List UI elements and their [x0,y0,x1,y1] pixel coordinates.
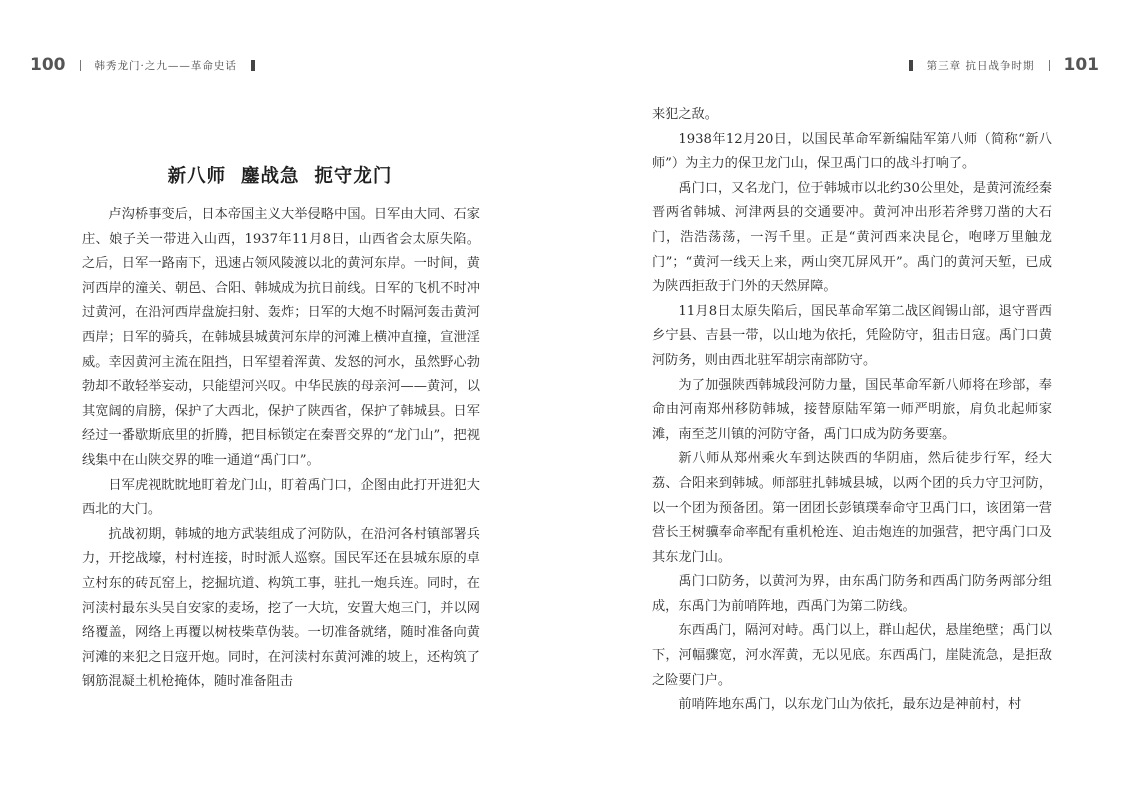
left-running-head-title: 韩秀龙门·之九——革命史话 [94,59,237,72]
running-head-divider [1049,60,1050,71]
paragraph: 抗战初期，韩城的地方武装组成了河防队，在沿河各村镇部署兵力，开挖战壕，村村连接，时时派人巡察。国民军还在县城东原的卓立村东的砖瓦窑上，挖掘坑道、构筑工事，驻扎一炮兵连。同时，在河渎村最东头吴自安家的麦场，挖了一大坑，安置大炮三门，并以网络覆盖，网络上再覆以树枝柴草伪装。一切准备就绪，随时准备向黄河滩的来犯之日寇开炮。同时，在河渎村东黄河滩的坡上，还构筑了钢筋混凝土机枪掩体，随时准备阻击 [82,526,480,690]
right-page [566,0,1133,799]
paragraph-continuation: 来犯之敌。 [652,107,718,122]
running-head-block-icon [251,60,255,71]
paragraph: 日军虎视眈眈地盯着龙门山，盯着禹门口，企图由此打开进犯大西北的大门。 [82,477,480,518]
paragraph: 为了加强陕西韩城段河防力量，国民革命军新八师将在珍部，奉命由河南郑州移防韩城，接替原陆军第一师严明旅，肩负北起师家滩，南至芝川镇的河防守备，禹门口成为防务要塞。 [652,377,1052,442]
left-running-head [30,54,269,76]
right-running-head-title: 第三章 抗日战争时期 [926,59,1035,72]
paragraph: 卢沟桥事变后，日本帝国主义大举侵略中国。日军由大同、石家庄、娘子关一带进入山西，1937年11月8日，山西省会太原失陷。之后，日军一路南下，迅速占领风陵渡以北的黄河东岸。一时间，黄河西岸的潼关、朝邑、合阳、韩城成为抗日前线。日军的飞机不时冲过黄河，在沿河西岸盘旋扫射、轰炸；日军的大炮不时隔河轰击黄河西岸；日军的骑兵，在韩城县城黄河东岸的河滩上横冲直撞，宣泄淫威。幸因黄河主流在阻挡，日军望着浑黄、发怒的河水，虽然野心勃勃却不敢轻举妄动，只能望河兴叹。中华民族的母亲河——黄河，以其宽阔的肩膀，保护了大西北，保护了陕西省，保护了韩城县。日军经过一番歇斯底里的折腾，把目标锁定在秦晋交界的“龙门山”，把视线集中在山陕交界的唯一通道“禹门口”。 [82,207,480,468]
paragraph: 禹门口防务，以黄河为界，由东禹门防务和西禹门防务两部分组成，东禹门为前哨阵地，西禹门为第二防线。 [652,574,1052,614]
running-head-block-icon [909,60,913,71]
running-head-divider [80,60,81,71]
paragraph: 11月8日太原失陷后，国民革命军第二战区阎锡山部，退守晋西乡宁县、吉县一带，以山地为依托，凭险防守，狙击日寇。禹门口黄河防务，则由西北驻军胡宗南部防守。 [652,303,1052,368]
paragraph: 东西禹门，隔河对峙。禹门以上，群山起伏，悬崖绝壁；禹门以下，河幅骤宽，河水浑黄，无以见底。东西禹门，崖陡流急，是拒敌之险要门户。 [652,623,1052,688]
paragraph: 新八师从郑州乘火车到达陕西的华阴庙，然后徒步行军，经大荔、合阳来到韩城。师部驻扎韩城县城，以两个团的兵力守卫河防，以一个团为预备团。第一团团长彭镇璞奉命守卫禹门口，该团第一营营长王树骥奉命率配有重机枪连、迫击炮连的加强营，把守禹门口及其东龙门山。 [652,451,1052,565]
right-page-number: 101 [1063,55,1099,75]
paragraph: 1938年12月20日，以国民革命军新编陆军第八师（简称“新八师”）为主力的保卫龙门山，保卫禹门口的战斗打响了。 [652,131,1052,172]
right-running-head [895,54,1099,76]
left-page-number: 100 [30,55,66,75]
paragraph: 禹门口，又名龙门，位于韩城市以北约30公里处，是黄河流经秦晋两省韩城、河津两县的交通要冲。黄河冲出形若斧劈刀凿的大石门，浩浩荡荡，一泻千里。正是“黄河西来决昆仑，咆哮万里触龙门”；“黄河一线天上来，两山突兀屏风开”。禹门的黄河天堑，已成为陕西拒敌于门外的天然屏障。 [652,180,1052,295]
chapter-title: 新八师 鏖战急 扼守龙门 [167,166,393,187]
left-page [0,0,566,799]
right-body-text [652,103,1052,718]
paragraph: 前哨阵地东禹门，以东龙门山为依托，最东边是神前村，村 [678,697,1022,713]
left-body-text [82,203,480,695]
